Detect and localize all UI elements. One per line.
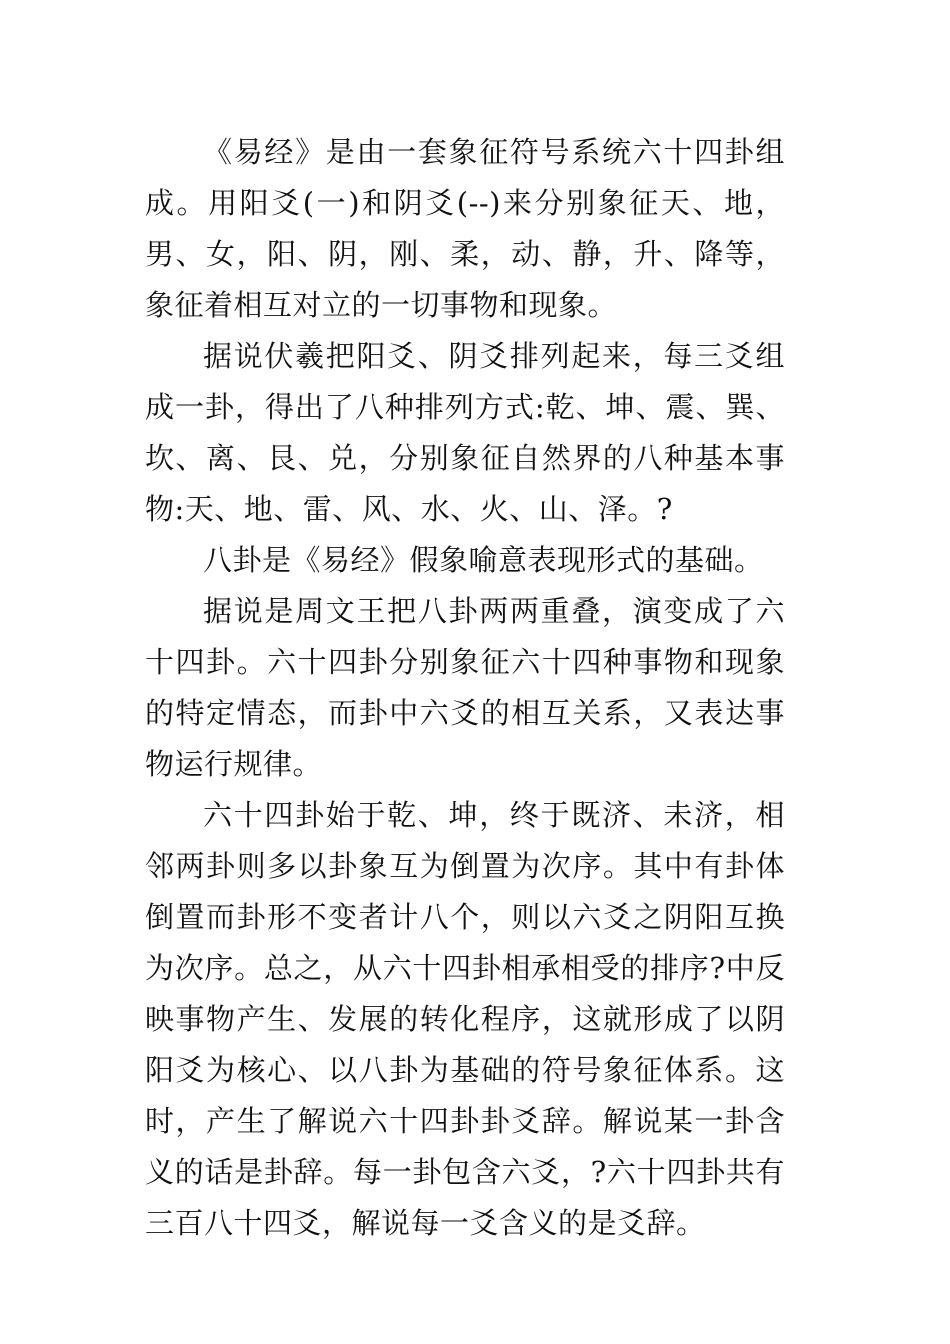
paragraph-symbol-system: 《易经》是由一套象征符号系统六十四卦组成。用阳爻(一)和阴爻(--)来分别象征天、地，男、女，阳、阴，刚、柔，动、静，升、降等，象征着相互对立的一切事物和现象。 [145, 135, 785, 322]
document-body [145, 127, 785, 1249]
paragraph-hexagram-order: 六十四卦始于乾、坤，终于既济、未济，相邻两卦则多以卦象互为倒置为次序。其中有卦体倒置而卦形不变者计八个，则以六爻之阴阳互换为次序。总之，从六十四卦相承相受的排序?中反映事物产生、发展的转化程序，这就形成了以阴阳爻为核心、以八卦为基础的符号象征体系。这时，产生了解说六十四卦卦爻辞。解说某一卦含义的话是卦辞。每一卦包含六爻，?六十四卦共有三百八十四爻，解说每一爻含义的是爻辞。 [145, 798, 785, 1240]
paragraph-trigram-basis: 八卦是《易经》假象喻意表现形式的基础。 [203, 543, 764, 577]
paragraph-king-wen: 据说是周文王把八卦两两重叠，演变成了六十四卦。六十四卦分别象征六十四种事物和现象的特定情态，而卦中六爻的相互关系，又表达事物运行规律。 [145, 594, 785, 781]
paragraph-eight-trigrams: 据说伏羲把阳爻、阴爻排列起来，每三爻组成一卦，得出了八种排列方式:乾、坤、震、巽、坎、离、艮、兑，分别象征自然界的八种基本事物:天、地、雷、风、水、火、山、泽。? [145, 339, 785, 526]
